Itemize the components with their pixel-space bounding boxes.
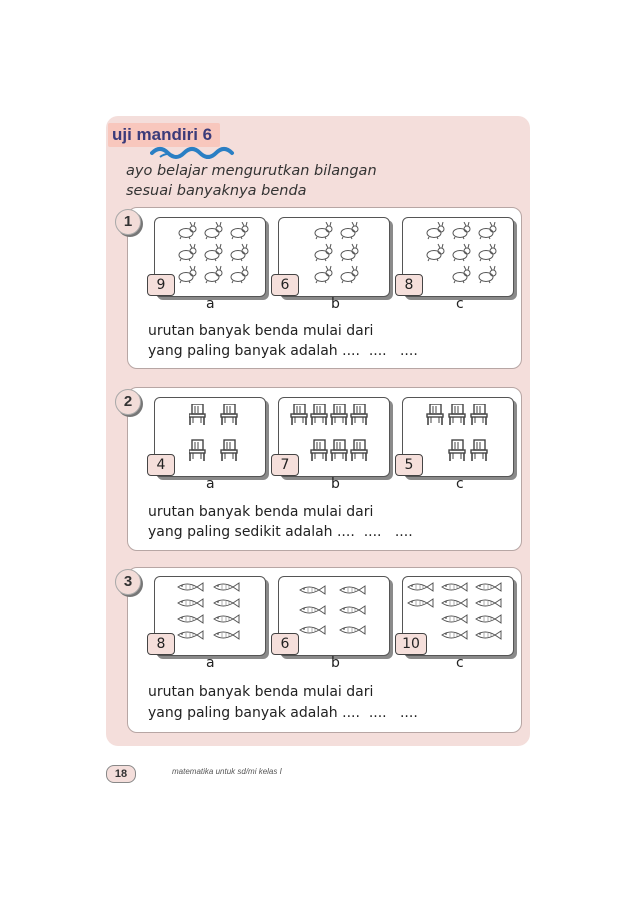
count-box-1a: 9 (147, 274, 175, 296)
question-number-3: 3 (115, 569, 141, 595)
count-box-2a: 4 (147, 454, 175, 476)
count-box-1c: 8 (395, 274, 423, 296)
count-box-1b: 6 (271, 274, 299, 296)
count-box-3c: 10 (395, 633, 427, 655)
page-number: 18 (106, 765, 136, 783)
rabbit-icon (177, 222, 257, 288)
question-2-line-2: yang paling sedikit adalah .... .... .... (148, 524, 413, 540)
question-number-1: 1 (115, 209, 141, 235)
card-letter-1b: b (331, 296, 340, 312)
count-box-2c: 5 (395, 454, 423, 476)
fish-icon (299, 585, 383, 649)
chair-icon (285, 404, 381, 464)
rabbit-icon (313, 222, 369, 288)
question-number-2: 2 (115, 389, 141, 415)
question-3-line-2: yang paling banyak adalah .... .... .... (148, 705, 418, 721)
count-box-2b: 7 (271, 454, 299, 476)
chair-icon (423, 404, 503, 464)
count-box-3b: 6 (271, 633, 299, 655)
fish-icon (177, 582, 261, 646)
card-letter-3a: a (206, 655, 215, 671)
card-letter-3c: c (456, 655, 464, 671)
question-1-line-2: yang paling banyak adalah .... .... .... (148, 343, 418, 359)
card-letter-2c: c (456, 476, 464, 492)
count-box-3a: 8 (147, 633, 175, 655)
rabbit-icon (425, 222, 505, 288)
wave-decoration-icon (150, 143, 242, 159)
intro-line-2: sesuai banyaknya benda (126, 183, 307, 199)
book-title: matematika untuk sd/mi kelas I (172, 767, 282, 776)
question-1-line-1: urutan banyak benda mulai dari (148, 323, 374, 339)
chair-icon (189, 404, 241, 464)
card-letter-1a: a (206, 296, 215, 312)
card-letter-2a: a (206, 476, 215, 492)
card-letter-2b: b (331, 476, 340, 492)
intro-line-1: ayo belajar mengurutkan bilangan (126, 163, 377, 179)
question-2-line-1: urutan banyak benda mulai dari (148, 504, 374, 520)
section-title: uji mandiri 6 (108, 123, 220, 147)
question-3-line-1: urutan banyak benda mulai dari (148, 684, 374, 700)
card-letter-3b: b (331, 655, 340, 671)
card-letter-1c: c (456, 296, 464, 312)
